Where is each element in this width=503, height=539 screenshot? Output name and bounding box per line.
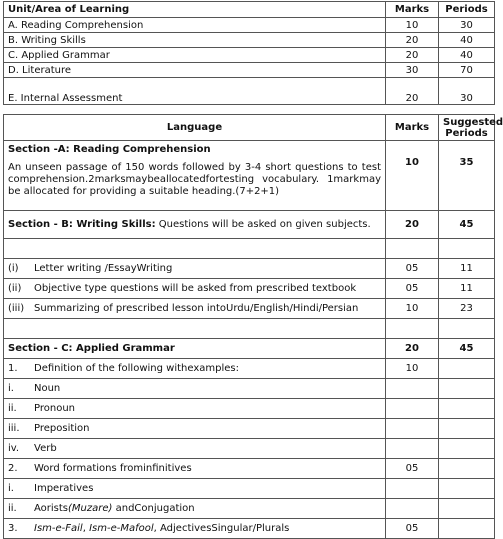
table-row (4, 18, 495, 33)
summary-header-periods: Periods (439, 2, 495, 18)
unit-periods: 30 (439, 78, 495, 105)
table-row (4, 259, 495, 279)
item-periods: 11 (439, 279, 495, 299)
section-c-marks: 20 (386, 339, 439, 359)
unit-name: E. Internal Assessment (4, 78, 386, 105)
table-row (4, 399, 495, 419)
item-italic-2: Ism-e-Mafool (89, 523, 154, 534)
unit-marks: 20 (386, 33, 439, 48)
item-cell (4, 479, 386, 499)
section-c-title: Section - C: Applied Grammar (4, 339, 386, 359)
table-row (4, 48, 495, 63)
table-row (4, 519, 495, 539)
item-sep: , (82, 523, 90, 534)
item-periods: 23 (439, 299, 495, 319)
item-number: (iii) (8, 303, 25, 314)
table-row (4, 359, 495, 379)
item-cell (4, 259, 386, 279)
section-c-row (4, 339, 495, 359)
item-periods (439, 459, 495, 479)
table-row (4, 459, 495, 479)
section-b-subtitle: Questions will be asked on given subjects. (155, 219, 371, 230)
unit-marks: 30 (386, 63, 439, 78)
table-row (4, 33, 495, 48)
item-number: ii. (8, 503, 17, 514)
unit-periods: 40 (439, 33, 495, 48)
section-b-row (4, 211, 495, 239)
item-text: Aorists (34, 503, 69, 514)
item-periods (439, 479, 495, 499)
item-periods (439, 419, 495, 439)
unit-periods: 70 (439, 63, 495, 78)
unit-name: C. Applied Grammar (4, 48, 386, 63)
table-row (4, 279, 495, 299)
item-cell (4, 359, 386, 379)
unit-periods: 40 (439, 48, 495, 63)
item-text-italic: (Muzare) (68, 503, 113, 514)
item-text: Noun (34, 383, 61, 394)
section-a-marks: 10 (386, 141, 439, 211)
section-a-row (4, 141, 495, 211)
detail-header-marks: Marks (386, 115, 439, 141)
unit-marks: 20 (386, 48, 439, 63)
item-cell (4, 279, 386, 299)
item-periods (439, 359, 495, 379)
unit-name: A. Reading Comprehension (4, 18, 386, 33)
item-cell (4, 379, 386, 399)
item-marks: 05 (386, 519, 439, 539)
table-row (4, 499, 495, 519)
item-cell (4, 499, 386, 519)
item-marks (386, 399, 439, 419)
item-marks (386, 419, 439, 439)
section-b-periods: 45 (439, 211, 495, 239)
section-a-text: An unseen passage of 150 words followed by 3-4 short questions to test comprehension.2marksmaybeallocatedfortesting vocabulary. 1markmay be allocated for providing a suitable heading.(7+2+1) (8, 162, 381, 197)
table-row (4, 419, 495, 439)
section-b-title: Section - B: Writing Skills: (8, 219, 156, 230)
section-b-marks: 20 (386, 211, 439, 239)
item-cell (4, 459, 386, 479)
item-periods (439, 379, 495, 399)
item-text: Letter writing /EssayWriting (34, 263, 173, 274)
item-periods (439, 499, 495, 519)
item-number: ii. (8, 403, 17, 414)
section-a-title: Section -A: Reading Comprehension (8, 144, 211, 155)
summary-header-row (4, 2, 495, 18)
item-marks: 10 (386, 359, 439, 379)
unit-name: B. Writing Skills (4, 33, 386, 48)
item-periods (439, 439, 495, 459)
section-a-periods: 35 (439, 141, 495, 211)
table-row (4, 379, 495, 399)
item-rest: , AdjectivesSingular/Plurals (153, 523, 290, 534)
item-text: Imperatives (34, 483, 94, 494)
item-cell (4, 439, 386, 459)
item-marks (386, 499, 439, 519)
item-text-after: andConjugation (112, 503, 195, 514)
item-number: iii. (8, 423, 20, 434)
summary-header-unit: Unit/Area of Learning (4, 2, 386, 18)
item-number: i. (8, 383, 14, 394)
item-periods (439, 399, 495, 419)
table-row (4, 479, 495, 499)
detail-header-row (4, 115, 495, 141)
item-cell (4, 419, 386, 439)
item-text: Pronoun (34, 403, 75, 414)
item-number: (ii) (8, 283, 22, 294)
item-marks: 05 (386, 279, 439, 299)
item-marks (386, 479, 439, 499)
table-row (4, 78, 495, 105)
item-text: Verb (34, 443, 57, 454)
table-row (4, 439, 495, 459)
summary-header-marks: Marks (386, 2, 439, 18)
item-text: Preposition (34, 423, 90, 434)
unit-marks: 20 (386, 78, 439, 105)
section-c-periods: 45 (439, 339, 495, 359)
item-cell (4, 519, 386, 539)
item-marks (386, 379, 439, 399)
item-marks (386, 439, 439, 459)
item-number: i. (8, 483, 14, 494)
detail-table (3, 114, 503, 539)
item-periods: 11 (439, 259, 495, 279)
item-cell (4, 399, 386, 419)
section-b-cell (4, 211, 386, 239)
item-marks: 10 (386, 299, 439, 319)
item-text: Word formations frominfinitives (34, 463, 192, 474)
item-marks: 05 (386, 459, 439, 479)
item-number: (i) (8, 263, 19, 274)
item-number: 1. (8, 363, 18, 374)
item-periods (439, 519, 495, 539)
item-number: 2. (8, 463, 18, 474)
detail-header-periods: Suggested Periods (439, 115, 495, 141)
item-text: Summarizing of prescribed lesson intoUrdu/English/Hindi/Persian (34, 303, 359, 314)
detail-header-language: Language (4, 115, 386, 141)
item-text: Objective type questions will be asked from prescribed textbook (34, 283, 357, 294)
unit-periods: 30 (439, 18, 495, 33)
item-marks: 05 (386, 259, 439, 279)
item-cell (4, 299, 386, 319)
item-text: Definition of the following withexamples: (34, 363, 239, 374)
item-number: iv. (8, 443, 20, 454)
item-number: 3. (8, 523, 18, 534)
table-row (4, 299, 495, 319)
unit-marks: 10 (386, 18, 439, 33)
unit-name: D. Literature (4, 63, 386, 78)
table-row (4, 63, 495, 78)
item-italic-1: Ism-e-Fail (34, 523, 83, 534)
section-a-cell (4, 141, 386, 211)
summary-table (3, 1, 495, 105)
